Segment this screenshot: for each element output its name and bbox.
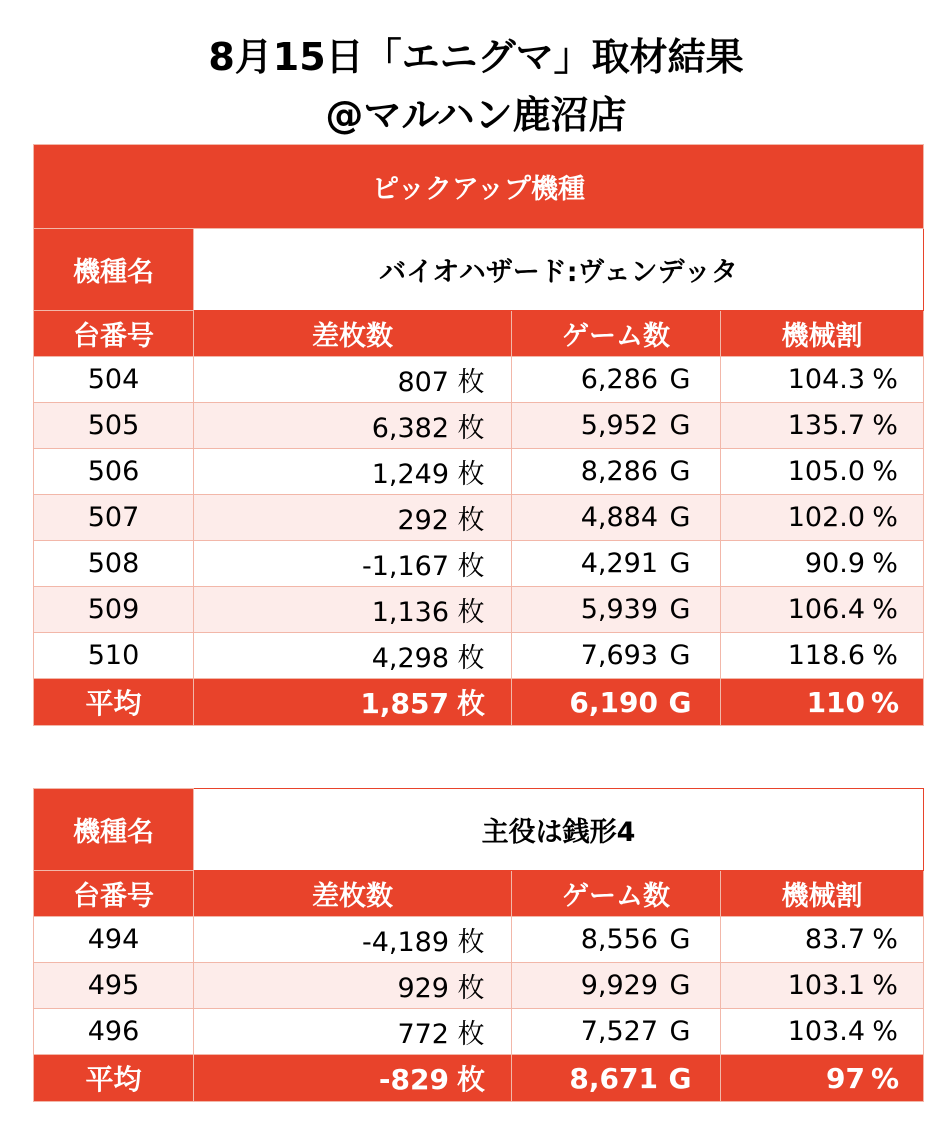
game-unit: G [669, 970, 691, 1001]
games-value: 7,527 [580, 1016, 658, 1047]
games-value: 5,939 [580, 594, 658, 625]
game-unit: G [669, 640, 691, 671]
pct-unit: % [872, 502, 898, 533]
rate-value: 102.0 [787, 502, 866, 533]
average-row [34, 679, 924, 726]
average-row [34, 1055, 924, 1102]
diff-value: 772 [397, 1019, 449, 1050]
header-rate: 機械割 [721, 311, 924, 357]
games-value: 7,693 [580, 640, 658, 671]
average-label: 平均 [34, 679, 194, 726]
rate-value: 105.0 [787, 456, 866, 487]
header-diff: 差枚数 [194, 871, 512, 917]
game-unit: G [669, 502, 691, 533]
games-value: 9,929 [580, 970, 658, 1001]
diff-value: -1,167 [361, 551, 449, 582]
coin-unit: 枚 [457, 643, 485, 674]
header-games: ゲーム数 [512, 311, 721, 357]
header-diff: 差枚数 [194, 311, 512, 357]
table-row [34, 587, 924, 633]
unit-no: 494 [34, 917, 194, 963]
pct-unit: % [872, 970, 898, 1001]
avg-rate-value: 97 [826, 1061, 866, 1095]
games-value: 5,952 [580, 410, 658, 441]
table-row [34, 633, 924, 679]
header-rate: 機械割 [721, 871, 924, 917]
coin-unit: 枚 [457, 1019, 485, 1050]
coin-unit: 枚 [457, 597, 485, 628]
pct-unit: % [872, 364, 898, 395]
table-row [34, 449, 924, 495]
rate-value: 104.3 [787, 364, 866, 395]
diff-value: 6,382 [371, 413, 449, 444]
coin-unit: 枚 [457, 551, 485, 582]
diff-value: 1,249 [371, 459, 449, 490]
store-name: @マルハン鹿沼店 [325, 93, 627, 137]
games-value: 4,884 [580, 502, 658, 533]
average-label: 平均 [34, 1055, 194, 1102]
pct-unit: % [872, 924, 898, 955]
pct-unit: % [871, 685, 900, 719]
rate-value: 103.4 [787, 1016, 866, 1047]
table-row [34, 917, 924, 963]
pct-unit: % [872, 1016, 898, 1047]
pickup-banner: ピックアップ機種 [34, 145, 924, 229]
game-unit: G [668, 685, 692, 719]
avg-rate-value: 110 [806, 685, 866, 719]
unit-no: 495 [34, 963, 194, 1009]
diff-value: 807 [397, 367, 449, 398]
game-unit: G [669, 456, 691, 487]
diff-value: 1,136 [371, 597, 449, 628]
results-table-1 [33, 144, 924, 726]
coin-unit: 枚 [457, 459, 485, 490]
machine-name: バイオハザード:ヴェンデッタ [194, 229, 924, 311]
game-unit: G [669, 364, 691, 395]
table-row [34, 403, 924, 449]
coin-unit: 枚 [456, 1063, 485, 1096]
avg-diff-value: 1,857 [360, 687, 449, 720]
pct-unit: % [872, 548, 898, 579]
games-value: 8,556 [580, 924, 658, 955]
page-title: 8月15日「エニグマ」取材結果 [208, 35, 744, 79]
table-row [34, 495, 924, 541]
table-row [34, 541, 924, 587]
unit-no: 509 [34, 587, 194, 633]
coin-unit: 枚 [457, 505, 485, 536]
diff-value: -4,189 [361, 927, 449, 958]
rate-value: 118.6 [787, 640, 866, 671]
unit-no: 508 [34, 541, 194, 587]
unit-no: 506 [34, 449, 194, 495]
machine-label: 機種名 [34, 789, 194, 871]
unit-no: 504 [34, 357, 194, 403]
column-headers [34, 871, 924, 917]
table-row [34, 1009, 924, 1055]
coin-unit: 枚 [456, 687, 485, 720]
machine-name: 主役は銭形4 [194, 789, 924, 871]
header-unit-no: 台番号 [34, 871, 194, 917]
unit-no: 507 [34, 495, 194, 541]
games-value: 4,291 [580, 548, 658, 579]
column-headers [34, 311, 924, 357]
pct-unit: % [872, 594, 898, 625]
results-table-2 [33, 788, 924, 1102]
games-value: 6,286 [580, 364, 658, 395]
game-unit: G [669, 548, 691, 579]
game-unit: G [668, 1061, 692, 1095]
unit-no: 510 [34, 633, 194, 679]
coin-unit: 枚 [457, 927, 485, 958]
unit-no: 496 [34, 1009, 194, 1055]
rate-value: 106.4 [787, 594, 866, 625]
rate-value: 103.1 [787, 970, 866, 1001]
diff-value: 929 [397, 973, 449, 1004]
game-unit: G [669, 594, 691, 625]
avg-games-value: 8,671 [569, 1061, 658, 1095]
pct-unit: % [872, 456, 898, 487]
avg-games-value: 6,190 [569, 685, 658, 719]
table-row [34, 357, 924, 403]
games-value: 8,286 [580, 456, 658, 487]
rate-value: 83.7 [804, 924, 866, 955]
pct-unit: % [872, 410, 898, 441]
header-unit-no: 台番号 [34, 311, 194, 357]
coin-unit: 枚 [457, 413, 485, 444]
game-unit: G [669, 1016, 691, 1047]
pct-unit: % [870, 1061, 900, 1095]
unit-no: 505 [34, 403, 194, 449]
diff-value: 292 [397, 505, 449, 536]
header-games: ゲーム数 [512, 871, 721, 917]
diff-value: 4,298 [371, 643, 449, 674]
machine-label: 機種名 [34, 229, 194, 311]
coin-unit: 枚 [457, 367, 485, 398]
rate-value: 135.7 [787, 410, 866, 441]
game-unit: G [669, 410, 691, 441]
rate-value: 90.9 [804, 548, 866, 579]
coin-unit: 枚 [457, 973, 485, 1004]
avg-diff-value: -829 [378, 1063, 449, 1096]
pct-unit: % [872, 640, 898, 671]
game-unit: G [669, 924, 691, 955]
table-row [34, 963, 924, 1009]
